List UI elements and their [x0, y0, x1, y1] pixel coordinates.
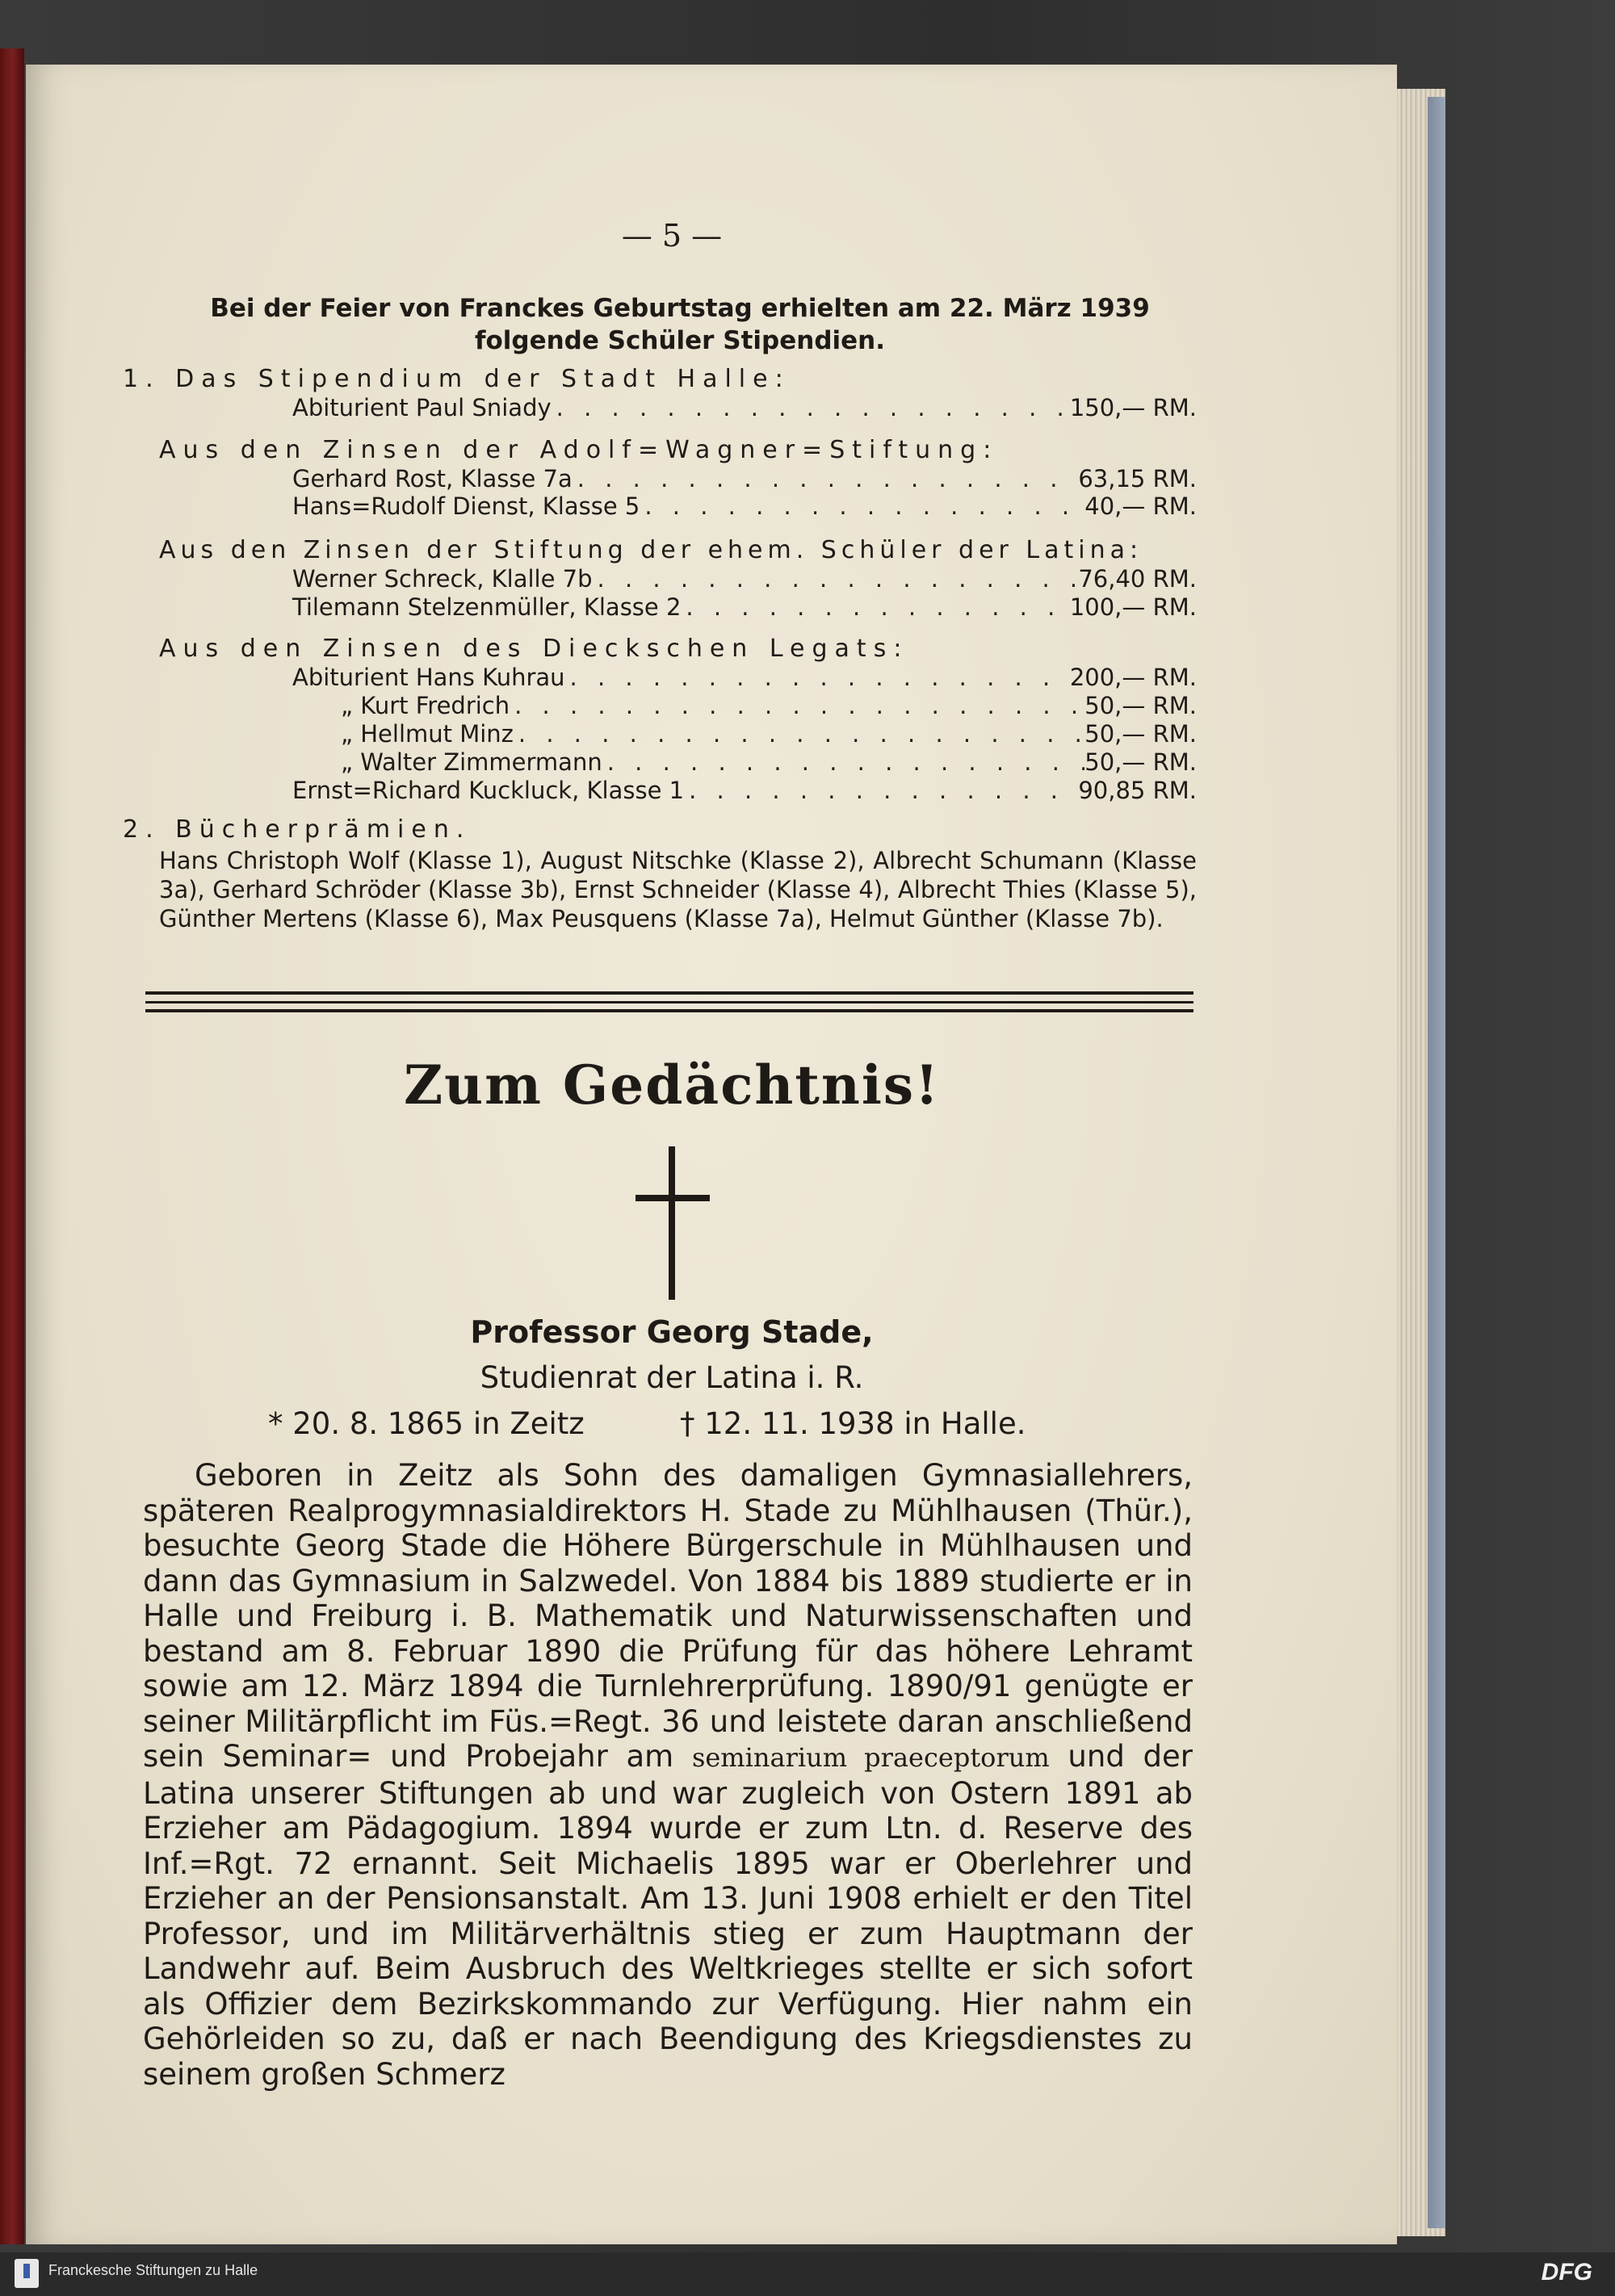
institution-logo-icon — [15, 2259, 39, 2288]
recipient-name: Hans=Rudolf Dienst, Klasse 5 — [292, 492, 640, 520]
list-item — [292, 565, 1197, 593]
page-number: — 5 — — [621, 218, 723, 253]
birth-date: * 20. 8. 1865 in Zeitz — [268, 1406, 585, 1441]
divider-rule — [145, 1001, 1193, 1003]
recipient-name: Abiturient Paul Sniady — [292, 394, 552, 421]
cross-icon-bar — [636, 1195, 710, 1201]
amount: 150,— RM. — [1069, 394, 1197, 421]
amount: 90,85 RM. — [1078, 777, 1197, 804]
recipient-name: Abiturient Hans Kuhrau — [292, 664, 565, 691]
memorial-title: Zum Gedächtnis! — [403, 1054, 941, 1117]
footer-bar — [0, 2252, 1615, 2296]
latina-title: Aus den Zinsen der Stiftung der ehem. Schüler der Latina: — [159, 536, 1143, 564]
recipient-name: „ Kurt Fredrich — [341, 692, 510, 719]
divider-rule — [145, 991, 1193, 995]
amount: 200,— RM. — [1069, 664, 1197, 691]
leader-dots — [573, 465, 1079, 492]
biography-latin: seminarium praeceptorum — [691, 1742, 1050, 1773]
amount: 50,— RM. — [1084, 748, 1197, 776]
amount: 50,— RM. — [1084, 692, 1197, 719]
person-name: Professor Georg Stade, — [470, 1314, 874, 1350]
leader-dots — [593, 565, 1079, 593]
cross-icon — [669, 1146, 675, 1300]
list-item — [292, 777, 1197, 804]
death-date: † 12. 11. 1938 in Halle. — [680, 1406, 1026, 1441]
recipient-name: „ Walter Zimmermann — [341, 748, 602, 776]
binding-spine-red — [0, 48, 24, 2244]
section1-title: 1. Das Stipendium der Stadt Halle: — [123, 365, 791, 393]
list-item — [341, 748, 1197, 776]
dieck-title: Aus den Zinsen des Dieckschen Legats: — [159, 635, 909, 663]
leader-dots — [681, 593, 1069, 621]
person-role: Studienrat der Latina i. R. — [480, 1360, 864, 1395]
section2-title: 2. Bücherprämien. — [123, 815, 472, 844]
list-item — [292, 593, 1197, 621]
cover-edge — [1428, 97, 1445, 2228]
adolf-wagner-title: Aus den Zinsen der Adolf=Wagner=Stiftung: — [159, 436, 999, 464]
amount: 76,40 RM. — [1078, 565, 1197, 593]
recipient-name: Tilemann Stelzenmüller, Klasse 2 — [292, 593, 682, 621]
book-page — [26, 65, 1397, 2244]
leader-dots — [640, 492, 1084, 520]
leader-dots — [684, 777, 1078, 804]
divider-rule — [145, 1009, 1193, 1012]
footer-institution: Franckesche Stiftungen zu Halle — [48, 2262, 258, 2278]
leader-dots — [552, 394, 1070, 421]
amount: 40,— RM. — [1084, 492, 1197, 520]
recipient-name: Ernst=Richard Kuckluck, Klasse 1 — [292, 777, 685, 804]
amount: 50,— RM. — [1084, 720, 1197, 748]
recipient-name: „ Hellmut Minz — [341, 720, 514, 748]
list-item — [292, 394, 1197, 421]
leader-dots — [602, 748, 1085, 776]
list-item — [341, 720, 1197, 748]
dfg-logo: DFG — [1541, 2259, 1592, 2286]
leader-dots — [510, 692, 1084, 719]
book-prizes-text: Hans Christoph Wolf (Klasse 1), August Nitschke (Klasse 2), Albrecht Schumann (Klasse 3a), Gerhard Schröder (Klasse 3b), Ernst Schneider (Klasse 4), Albrecht Thies (Klasse 5), Günther Mertens (Klasse 6), Max Peusquens (Klasse 7a), Helmut Günther (Klasse 7b). — [159, 847, 1197, 932]
list-item — [341, 692, 1197, 719]
biography-part2: und der Latina unserer Stiftungen ab und war zugleich von Ostern 1891 ab Erzieher am Pädagogium. 1894 wurde er zum Ltn. d. Reserve des Inf.=Rgt. 72 ernannt. Seit Michaelis 1895 war er Oberlehrer und Erzieher an der Pensionsanstalt. Am 13. Juni 1908 erhielt er den Titel Professor, und im Militärverhältnis stieg er zum Hauptmann der Landwehr auf. Beim Ausbruch des Weltkrieges stellte er sich sofort als Offizier dem Bezirkskommando zur Verfügung. Hier nahm ein Gehörleiden so zu, daß er nach Beendigung des Kriegsdienstes zu seinem großen Schmerz — [143, 1739, 1193, 2092]
list-item — [292, 492, 1197, 520]
list-item — [292, 664, 1197, 691]
leader-dots — [565, 664, 1070, 691]
recipient-name: Gerhard Rost, Klasse 7a — [292, 465, 573, 492]
biography-text — [143, 1458, 1193, 2092]
stipend-heading: Bei der Feier von Franckes Geburtstag erhielten am 22. März 1939 folgende Schüler Stipendien. — [210, 294, 1150, 355]
amount: 63,15 RM. — [1078, 465, 1197, 492]
leader-dots — [514, 720, 1084, 748]
amount: 100,— RM. — [1069, 593, 1197, 621]
recipient-name: Werner Schreck, Klalle 7b — [292, 565, 593, 593]
biography-part1: Geboren in Zeitz als Sohn des damaligen Gymnasiallehrers, späteren Realprogymnasialdirektors H. Stade zu Mühlhausen (Thür.), besuchte Georg Stade die Höhere Bürgerschule in Mühlhausen und dann das Gymnasium in Salzwedel. Von 1884 bis 1889 studierte er in Halle und Freiburg i. B. Mathematik und Naturwissenschaften und bestand am 8. Februar 1890 die Prüfung für das höhere Lehramt sowie am 12. März 1894 die Turnlehrerprüfung. 1890/91 genügte er seiner Militärpflicht im Füs.=Regt. 36 und leistete daran anschließend sein Seminar= und Probejahr am — [143, 1458, 1193, 1774]
list-item — [292, 465, 1197, 492]
